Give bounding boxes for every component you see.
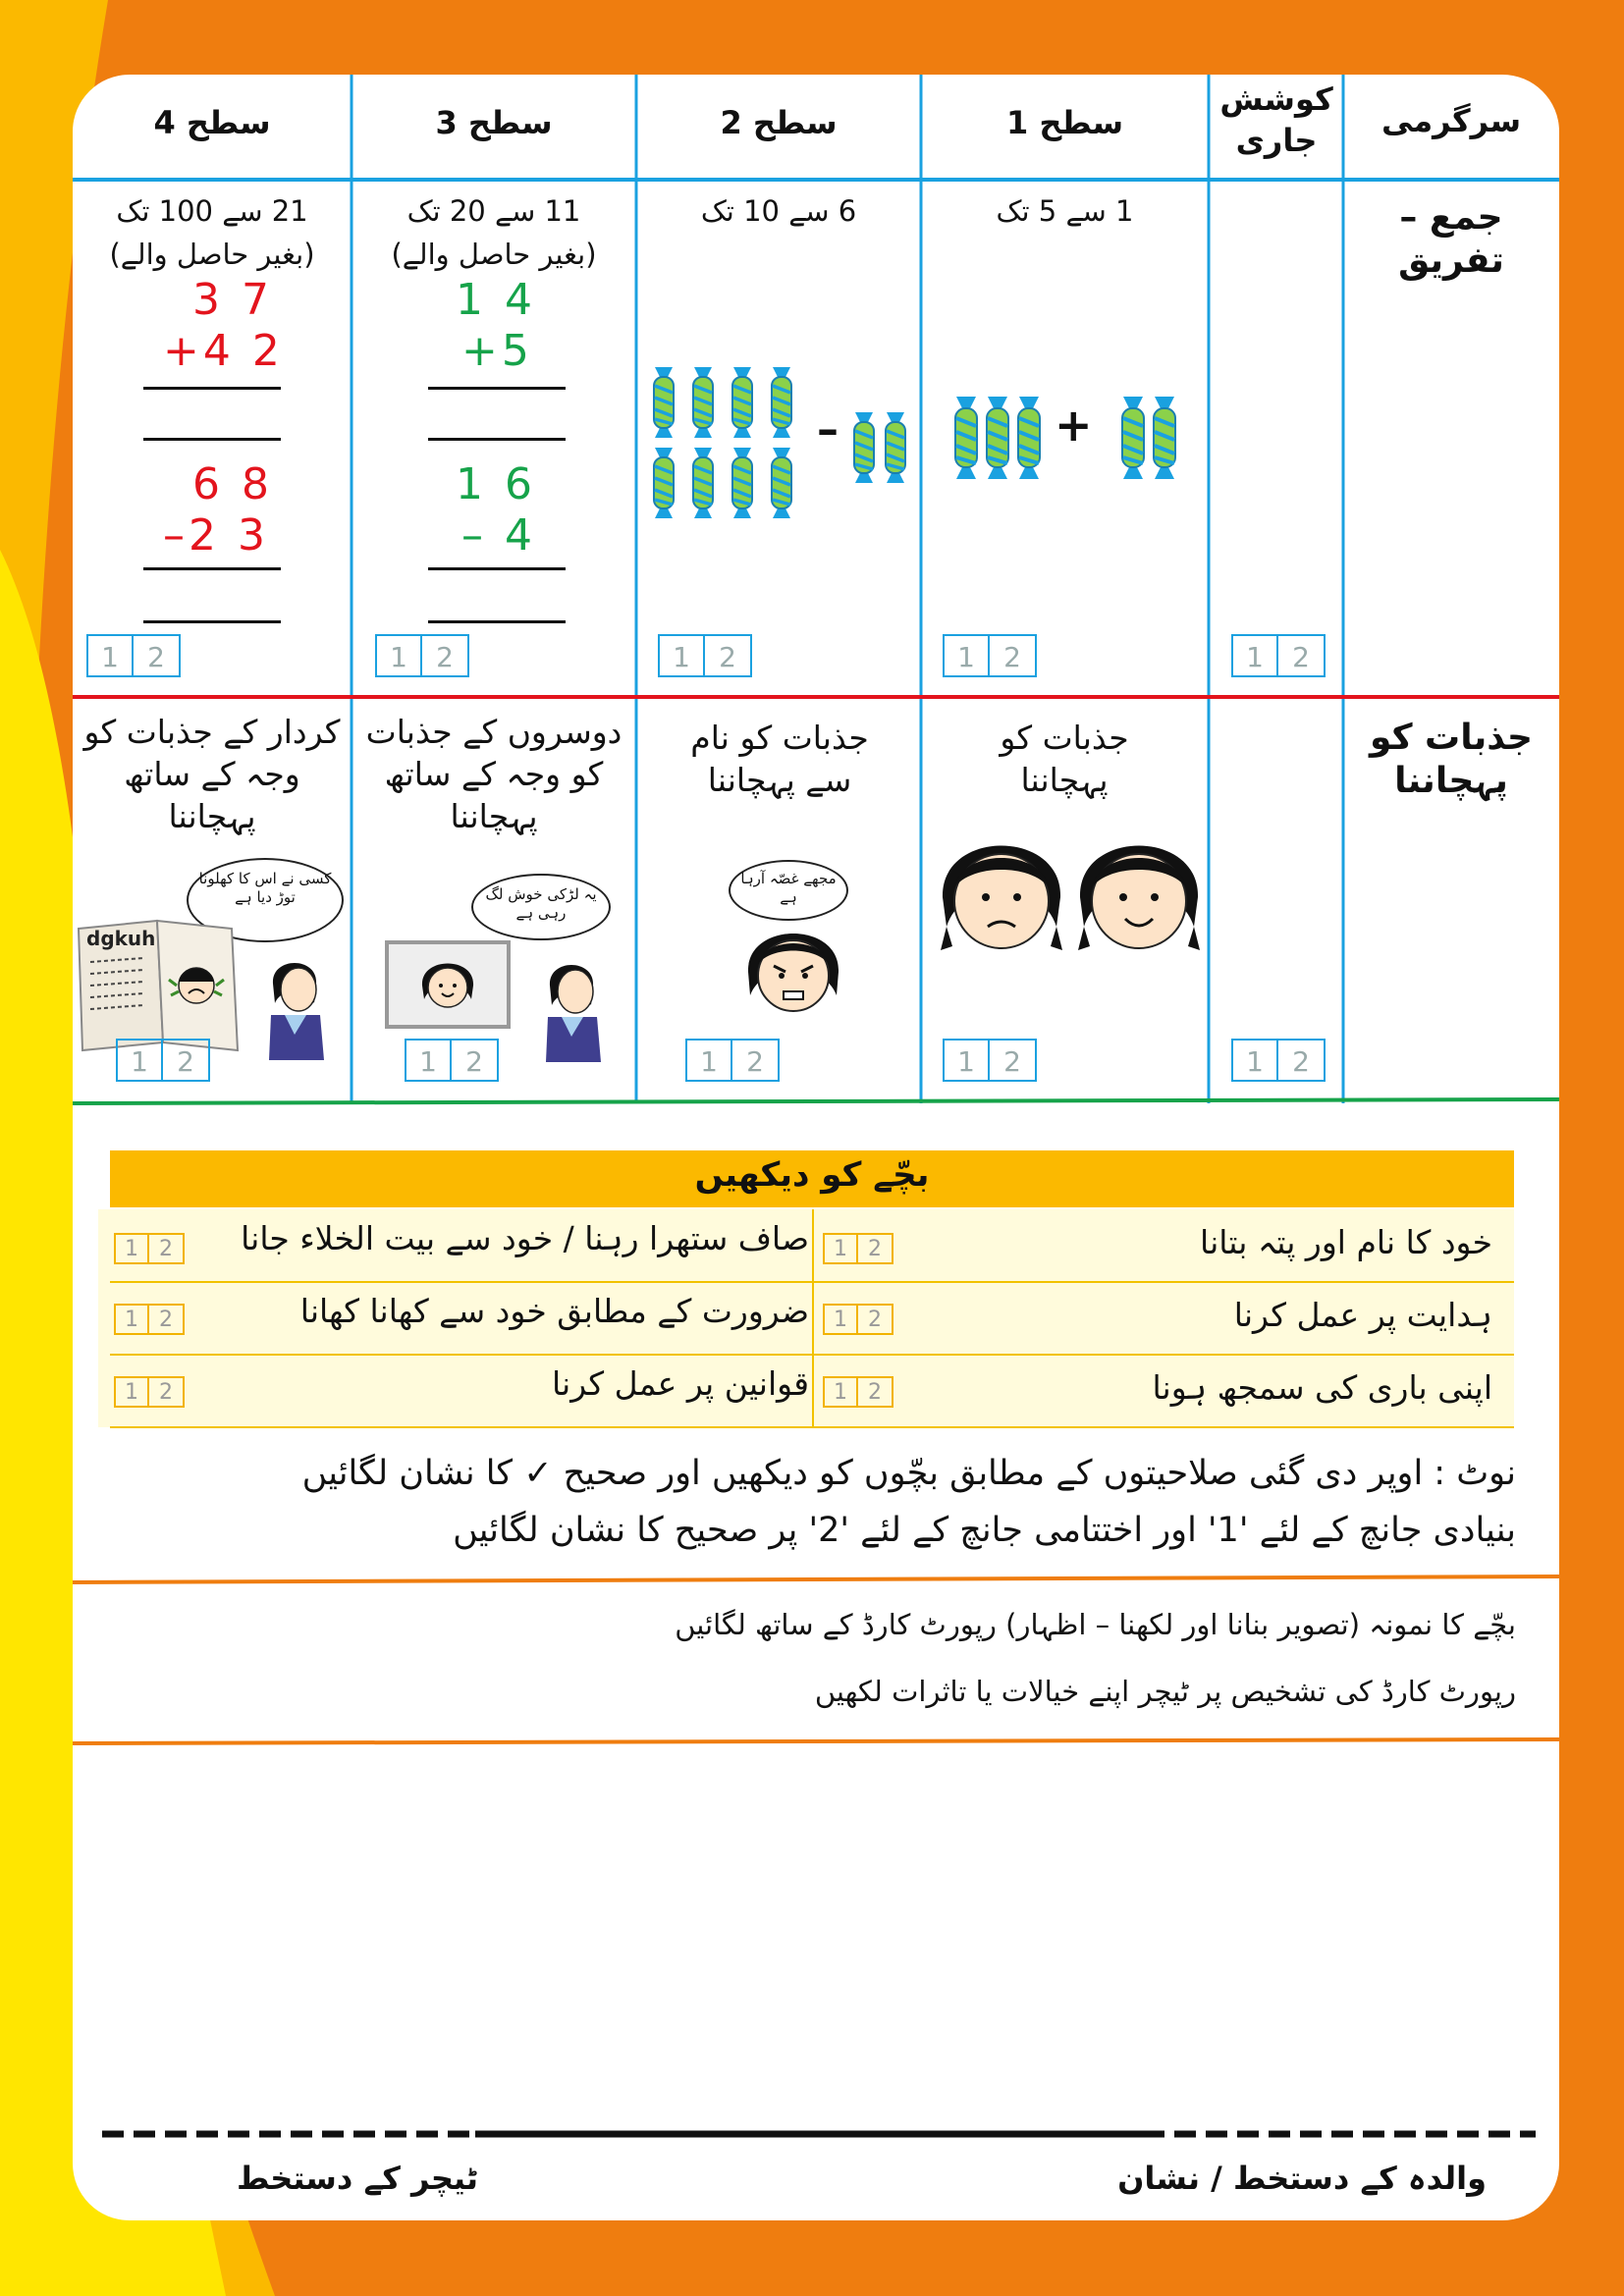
observe-row2-right-checkbox[interactable]: 1 2 xyxy=(823,1304,893,1335)
row-label-addition-subtraction: جمع – تفریق xyxy=(1398,197,1504,281)
header-level-1: سطح 1 xyxy=(1005,104,1124,141)
note-line-1: نوٹ : اوپر دی گئی صلاحیتوں کے مطابق بچّوں کو دیکھیں اور صحیح ✓ کا نشان لگائیں xyxy=(301,1454,1516,1493)
level3-minuend: 1 6 xyxy=(456,459,536,509)
level4-subtrahend: –2 3 xyxy=(163,510,269,561)
level3-answer-line-3 xyxy=(428,567,566,570)
level4-note: (بغیر حاصل والے) xyxy=(109,238,315,271)
observe-table-title: بچّے کو دیکھیں xyxy=(694,1155,930,1195)
header-level-3: سطح 3 xyxy=(435,104,553,141)
signature-line xyxy=(102,2124,1536,2144)
level1-plus-sign: + xyxy=(1055,399,1093,452)
level4-range: 21 سے 100 تک xyxy=(116,194,308,228)
observe-row1-left-checkbox[interactable]: 1 2 xyxy=(114,1233,185,1264)
report-card-sheet xyxy=(73,75,1559,2220)
level4-speech-bubble: کسی نے اس کا کھلونا توڑ دیا ہے xyxy=(187,858,344,942)
observe-row2-left-checkbox[interactable]: 1 2 xyxy=(114,1304,185,1335)
level4-answer-line-2 xyxy=(143,438,281,441)
level4-minuend: 6 8 xyxy=(192,459,273,509)
observe-row1-right-checkbox[interactable]: 1 2 xyxy=(823,1233,893,1264)
sample-instruction-1: بچّے کا نمونہ (تصویر بنانا اور لکھنا – اظہار) رپورٹ کارڈ کے ساتھ لگائیں xyxy=(675,1608,1516,1641)
level2-range: 6 سے 10 تک xyxy=(700,194,857,228)
level2-speech-bubble: مجھے غصّہ آرہا ہے xyxy=(729,860,848,921)
addsub-level3-checkbox[interactable]: 1 2 xyxy=(375,634,469,677)
level4-answer-line-4 xyxy=(143,620,281,623)
level2-minus-sign: – xyxy=(817,404,839,454)
level3-addend-a: 1 4 xyxy=(456,275,536,325)
level3-answer-line-2 xyxy=(428,438,566,441)
level2-emotion-text: جذبات کو نام سے پہچاننا xyxy=(690,719,869,799)
observe-row1-right: خود کا نام اور پتہ بتانا xyxy=(1200,1223,1492,1261)
observe-row2-right: ہدایت پر عمل کرنا xyxy=(1233,1296,1492,1334)
level2-angry-girl-illustration xyxy=(732,917,860,1015)
sample-instruction-2: رپورٹ کارڈ کی تشخیص پر ٹیچر اپنے خیالات یا تاثرات لکھیں xyxy=(814,1675,1516,1708)
level4-addend-b: +4 2 xyxy=(163,326,284,376)
header-level-2: سطح 2 xyxy=(720,104,838,141)
level3-addend-b: +5 xyxy=(461,326,533,376)
level3-emotion-text: دوسروں کے جذبات کو وجہ کے ساتھ پہچاننا xyxy=(365,713,623,835)
level3-speech-bubble: یہ لڑکی خوش لگ رہی ہے xyxy=(471,874,611,940)
teacher-signature-label: ٹیچر کے دستخط xyxy=(237,2160,478,2197)
observe-row3-right-checkbox[interactable]: 1 2 xyxy=(823,1376,893,1408)
addsub-in-progress-checkbox[interactable]: 1 2 xyxy=(1231,634,1326,677)
addsub-level4-checkbox[interactable]: 1 2 xyxy=(86,634,181,677)
level3-answer-line xyxy=(428,387,566,390)
book-title: dgkuh xyxy=(86,927,156,950)
addsub-level1-checkbox[interactable]: 1 2 xyxy=(943,634,1037,677)
emotions-level4-checkbox[interactable]: 1 2 xyxy=(116,1039,210,1082)
emotions-level1-checkbox[interactable]: 1 2 xyxy=(943,1039,1037,1082)
header-activity: سرگرمی xyxy=(1380,102,1522,139)
level4-answer-line-3 xyxy=(143,567,281,570)
parent-signature-label: والدہ کے دستخط / نشان xyxy=(1117,2160,1487,2197)
level3-note: (بغیر حاصل والے) xyxy=(391,238,597,271)
observe-row3-left: قوانین پر عمل کرنا xyxy=(551,1364,809,1403)
header-level-4: سطح 4 xyxy=(153,104,271,141)
note-line-2: بنیادی جانچ کے لئے '1' اور اختتامی جانچ کے لئے '2' پر صحیح کا نشان لگائیں xyxy=(453,1511,1516,1550)
emotions-level3-checkbox[interactable]: 1 2 xyxy=(405,1039,499,1082)
level3-subtrahend: – 4 xyxy=(461,510,536,561)
level1-range: 1 سے 5 تک xyxy=(996,194,1134,228)
observe-row3-left-checkbox[interactable]: 1 2 xyxy=(114,1376,185,1408)
level1-emotion-text: جذبات کو پہچاننا xyxy=(1000,719,1129,799)
level4-answer-line xyxy=(143,387,281,390)
observe-row3-right: اپنی باری کی سمجھ ہونا xyxy=(1152,1368,1492,1407)
observe-row1-left: صاف ستھرا رہنا / خود سے بیت الخلاء جانا xyxy=(241,1219,809,1257)
header-in-progress: کوشش جاری xyxy=(1219,80,1333,159)
observe-row2-left: ضرورت کے مطابق خود سے کھانا کھانا xyxy=(299,1292,809,1330)
level4-emotion-text: کردار کے جذبات کو وجہ کے ساتھ پہچاننا xyxy=(83,713,341,835)
level2-candies xyxy=(642,349,927,546)
addsub-level2-checkbox[interactable]: 1 2 xyxy=(658,634,752,677)
emotions-level2-checkbox[interactable]: 1 2 xyxy=(685,1039,780,1082)
emotions-in-progress-checkbox[interactable]: 1 2 xyxy=(1231,1039,1326,1082)
level3-answer-line-4 xyxy=(428,620,566,623)
level4-addend-a: 3 7 xyxy=(192,275,273,325)
level1-faces-illustration xyxy=(933,817,1208,954)
row-label-emotions: جذبات کو پہچاننا xyxy=(1370,718,1533,801)
level3-range: 11 سے 20 تک xyxy=(406,194,581,228)
